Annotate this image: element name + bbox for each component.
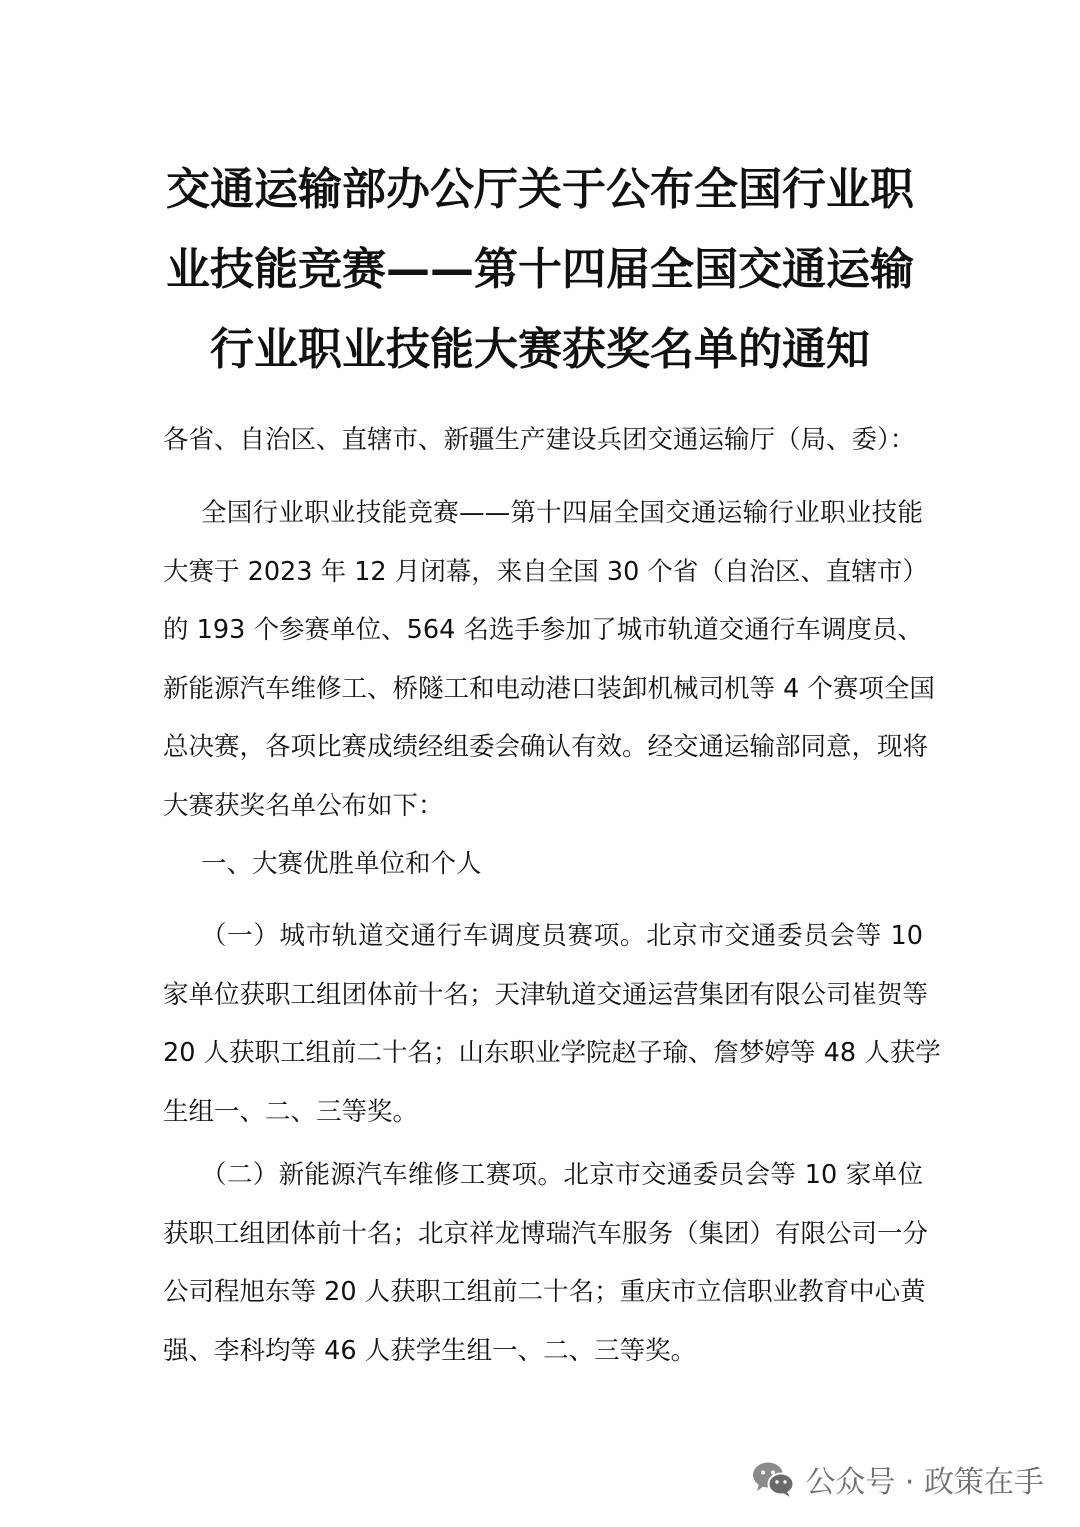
paragraph-line: 的 193 个参赛单位、564 名选手参加了城市轨道交通行车调度员、 bbox=[163, 615, 923, 645]
intro-paragraph bbox=[163, 484, 935, 835]
paragraph-line: 大赛获奖名单公布如下： bbox=[163, 790, 444, 821]
paragraph-line: 20 人获职工组前二十名；山东职业学院赵子瑜、詹梦婷等 48 人获学 bbox=[163, 1038, 941, 1068]
paragraph-line: 强、李科均等 46 人获学生组一、二、三等奖。 bbox=[163, 1335, 697, 1366]
title-line: 业技能竞赛——第十四届全国交通运输 bbox=[166, 244, 914, 295]
wechat-icon bbox=[751, 1460, 795, 1498]
paragraph-line: 大赛于 2023 年 12 月闭幕，来自全国 30 个省（自治区、直辖市） bbox=[163, 556, 928, 587]
item-2-paragraph bbox=[163, 1146, 929, 1380]
paragraph-line: 家单位获职工组团体前十名；天津轨道交通运营集团有限公司崔贺等 bbox=[163, 979, 929, 1010]
paragraph-line: （一）城市轨道交通行车调度员赛项。北京市交通委员会等 10 bbox=[201, 921, 923, 951]
item-1-paragraph bbox=[163, 907, 941, 1141]
paragraph-line: 总决赛，各项比赛成绩经组委会确认有效。经交通运输部同意，现将 bbox=[163, 732, 929, 762]
section-heading-text: 一、大赛优胜单位和个人 bbox=[201, 849, 482, 879]
section-heading bbox=[163, 835, 923, 894]
paragraph-line: 公司程旭东等 20 人获职工组前二十名；重庆市立信职业教育中心黄 bbox=[163, 1277, 926, 1307]
paragraph-line: （二）新能源汽车维修工赛项。北京市交通委员会等 10 家单位 bbox=[201, 1160, 923, 1190]
salutation bbox=[163, 411, 923, 470]
salutation-text: 各省、自治区、直辖市、新疆生产建设兵团交通运输厅（局、委）： bbox=[163, 425, 916, 455]
paragraph-line: 新能源汽车维修工、桥隧工和电动港口装卸机械司机等 4 个赛项全国 bbox=[163, 673, 935, 704]
title-line: 行业职业技能大赛获奖名单的通知 bbox=[210, 324, 870, 375]
watermark-text: 公众号 · 政策在手 bbox=[805, 1465, 1044, 1500]
watermark bbox=[751, 1457, 1044, 1501]
paragraph-line: 全国行业职业技能竞赛——第十四届全国交通运输行业职业技能 bbox=[201, 498, 923, 528]
paragraph-line: 获职工组团体前十名；北京祥龙博瑞汽车服务（集团）有限公司一分 bbox=[163, 1218, 929, 1249]
paragraph-line: 生组一、二、三等奖。 bbox=[163, 1096, 419, 1127]
title-line: 交通运输部办公厅关于公布全国行业职 bbox=[166, 164, 914, 215]
document-title bbox=[140, 150, 940, 390]
